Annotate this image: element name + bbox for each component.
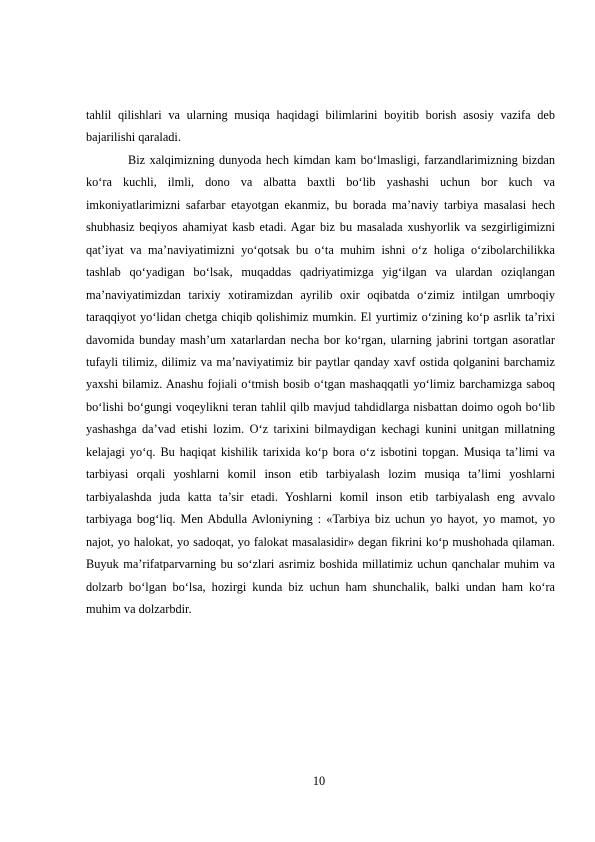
page-number: 10: [312, 774, 326, 788]
paragraph-main: Biz xalqimizning dunyoda hech kimdan kam bo‘lmasligi, farzandlarimizning bizdan ko‘ra kuchli, ilmli, dono va albatta baxtli bo‘lib yashashi uchun bor kuch va imkoniyatlarimizni safarbar etayotgan ekanmiz, bu borada ma’naviy tarbiya masalasi hech shubhasiz beqiyos ahamiyat kasb etadi. Agar biz bu masalada xushyorlik va sezgirligimizni qat’iyat va ma’naviyatimizni yo‘qotsak bu o‘ta muhim ishni o‘z holiga o‘zibolarchilikka tashlab qo‘yadigan bo‘lsak, muqaddas qadriyatimizga yig‘ilgan va ulardan oziqlangan ma’naviyatimizdan tarixiy xotiramizdan ayrilib oxir oqibatda o‘zimiz intilgan umrboqiy taraqqiyot yo‘lidan chetga chiqib qolishimiz mumkin. El yurtimiz o‘zining ko‘p asrlik ta’rixi davomida bunday mash’um xatarlardan necha bor ko‘rgan, ularning jabrini tortgan asoratlar tufayli tilimiz, dilimiz va ma’naviyatimiz bir paytlar qanday xavf ostida qolganini barchamiz yaxshi bilamiz. Anashu fojiali o‘tmish bosib o‘tgan mashaqqatli yo‘limiz barchamizga saboq bo‘lishi bo‘gungi voqeylikni teran tahlil qilb mavjud tahdidlarga nisbattan doimo ogoh bo‘lib yashashga da’vad etishi lozim. O‘z tarixini bilmaydigan kechagi kunini unitgan millatning kelajagi yo‘q. Bu haqiqat kishilik tarixida ko‘p bora o‘z isbotini topgan. Musiqa ta’limi va tarbiyasi orqali yoshlarni komil inson etib tarbiyalash lozim musiqa ta’limi yoshlarni tarbiyalashda juda katta ta’sir etadi. Yoshlarni komil inson etib tarbiyalash eng avvalo tarbiyaga bog‘liq. Men Abdulla Avloniyning : «Tarbiya biz uchun yo hayot, yo mamot, yo najot, yo halokat, yo sadoqat, yo falokat masalasidir» degan fikrini ko‘p mushohada qilaman. Buyuk ma’rifatparvarning bu so‘zlari asrimiz boshida millatimiz uchun qanchalar muhim va dolzarb bo‘lgan bo‘lsa, hozirgi kunda biz uchun ham shunchalik, balki undan ham ko‘ra muhim va dolzarbdir.: [86, 152, 555, 616]
body-text: [86, 104, 555, 620]
paragraph-continuation: tahlil qilishlari va ularning musiqa haqidagi bilimlarini boyitib borish asosiy vazifa deb bajarilishi qaraladi.: [86, 108, 555, 145]
